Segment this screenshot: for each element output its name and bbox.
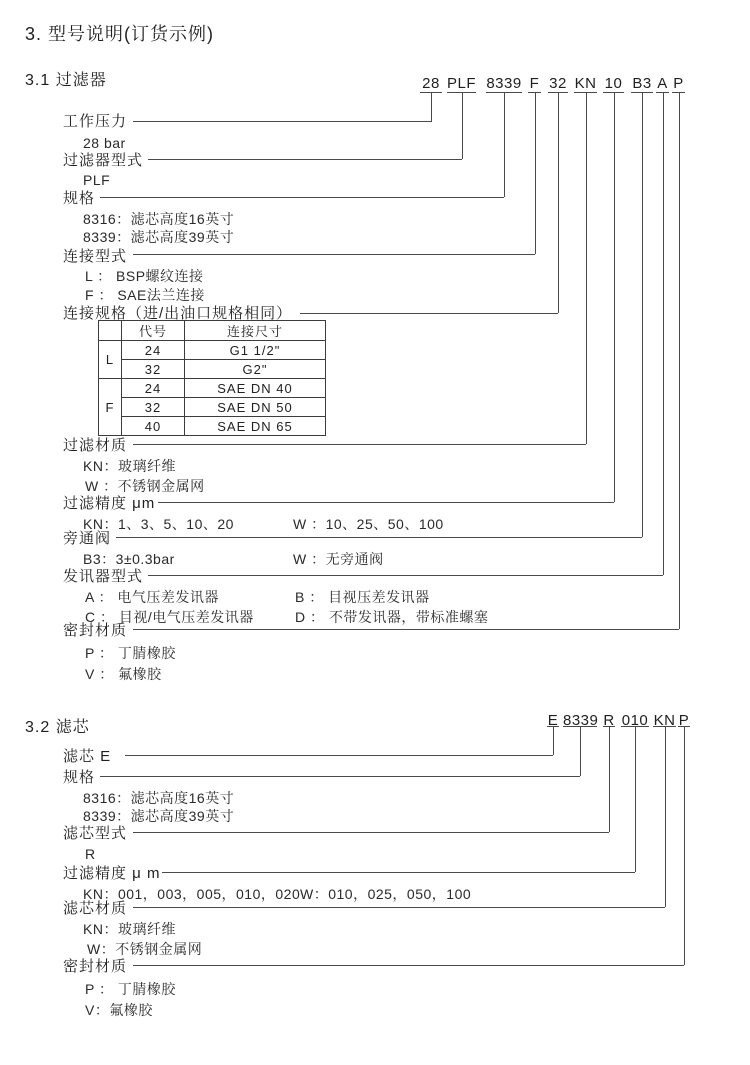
spec-value: KN：1、3、5、10、20 [83,516,234,532]
table-cell: 24 [122,341,185,360]
model-code-part: 28 [422,75,440,92]
spec-label-connection-size: 连接规格（进/出油口规格相同） [63,305,293,322]
spec-label-filtration-rating: 过滤精度 μm [63,495,156,512]
table-header-size: 连接尺寸 [185,321,326,341]
spec-value: P ： 丁腈橡胶 [85,645,176,661]
spec-value: 8339：滤芯高度39英寸 [83,808,235,824]
table-cell: 24 [122,379,185,398]
connector-line [553,727,554,755]
connector-line [133,832,609,833]
spec-label-connection-type: 连接型式 [63,248,128,265]
model-code-part: P [678,712,690,729]
spec-label-filter-type: 过滤器型式 [63,152,144,169]
spec-label-size: 规格 [63,190,96,207]
table-group-key: F [99,379,122,436]
table-cell: 32 [122,398,185,417]
spec-value: V ： 氟橡胶 [85,666,162,682]
connector-line [133,907,665,908]
table-cell: 32 [122,360,185,379]
spec-label-seal-material: 密封材质 [63,958,128,975]
connector-line [158,502,614,503]
spec-value: W ：不锈钢金属网 [85,478,205,494]
spec-label-indicator-type: 发讯器型式 [63,568,144,585]
model-code-part: 010 [621,712,649,729]
spec-value: KN：玻璃纤维 [83,921,176,937]
spec-value: W：010，025，050，100 [300,886,472,902]
connector-line [148,575,663,576]
table-row [99,417,326,436]
connector-line [609,727,610,832]
table-cell: 40 [122,417,185,436]
model-code-part: 10 [604,75,623,92]
model-code-part: 32 [549,75,567,92]
connector-line [635,727,636,872]
spec-value: KN：001，003，005，010，020 [83,886,301,902]
section-2-heading: 3.2 滤芯 [25,719,90,736]
table-row [99,321,326,341]
connector-line [679,93,680,629]
table-cell: SAE DN 50 [185,398,326,417]
connector-line [663,93,664,575]
table-row [99,398,326,417]
spec-label-pressure: 工作压力 [63,113,128,130]
connector-line [133,121,432,122]
spec-value: B3：3±0.3bar [83,551,175,567]
table-cell: SAE DN 65 [185,417,326,436]
connector-line [684,727,685,965]
connector-line [133,254,535,255]
model-code-part: 8339 [486,75,522,92]
document-title: 3. 型号说明(订货示例) [25,24,215,44]
table-row [99,360,326,379]
connector-line [133,629,679,630]
table-cell: G2" [185,360,326,379]
table-row [99,379,326,398]
spec-value: 8339：滤芯高度39英寸 [83,229,235,245]
spec-value: KN：玻璃纤维 [83,458,176,474]
connector-line [133,965,684,966]
spec-label-size: 规格 [63,769,96,786]
model-code-part: F [529,75,540,92]
connector-line [162,872,635,873]
connector-line [642,93,643,537]
connector-line [586,93,587,444]
model-code-part: PLF [447,75,477,92]
spec-value: W ：无旁通阀 [293,551,384,567]
connector-line [133,444,586,445]
connector-line [300,313,558,314]
connector-line [580,727,581,776]
model-code-part: 8339 [563,712,599,729]
connector-line [431,93,432,121]
table-row [99,341,326,360]
model-code-part: E [547,712,559,729]
connector-line [462,93,463,159]
connector-line [100,776,580,777]
connector-line [116,537,642,538]
spec-label-seal-material: 密封材质 [63,622,128,639]
spec-value: P ： 丁腈橡胶 [85,981,176,997]
spec-value: L ： BSP螺纹连接 [85,268,204,284]
spec-label-element-type: 滤芯型式 [63,825,128,842]
connection-table [98,320,326,436]
model-code-part: A [657,75,668,92]
table-cell [99,321,122,341]
spec-value: W：不锈钢金属网 [87,941,203,957]
model-code-part: KN [653,712,676,729]
table-group-key: L [99,341,122,379]
spec-label-bypass-valve: 旁通阀 [63,530,112,547]
model-code-part: KN [574,75,597,92]
spec-label-element-media: 滤芯材质 [63,900,128,917]
spec-value: R [85,846,96,862]
spec-value: C ： 目视/电气压差发讯器 [85,609,254,625]
table-cell: SAE DN 40 [185,379,326,398]
connector-line [614,93,615,502]
table-header-code: 代号 [122,321,185,341]
connector-line [665,727,666,907]
spec-value: B ： 目视压差发讯器 [295,589,430,605]
spec-label-element: 滤芯 E [63,748,112,765]
spec-value: F ： SAE法兰连接 [85,287,205,303]
spec-value: A ： 电气压差发讯器 [85,589,219,605]
spec-label-filter-media: 过滤材质 [63,437,128,454]
connector-line [535,93,536,254]
spec-value: D ： 不带发讯器，带标准螺塞 [295,609,489,625]
section-1-heading: 3.1 过滤器 [25,72,107,89]
spec-value: W ：10、25、50、100 [293,516,444,532]
connector-line [558,93,559,313]
model-code-part: R [603,712,615,729]
table-cell: G1 1/2" [185,341,326,360]
connector-line [100,197,504,198]
spec-label-filtration-rating: 过滤精度 μ m [63,865,161,882]
spec-value: 8316：滤芯高度16英寸 [83,790,235,806]
spec-value: PLF [83,172,111,188]
connector-line [504,93,505,197]
spec-value: 8316：滤芯高度16英寸 [83,211,235,227]
connector-line [125,755,553,756]
spec-value: V：氟橡胶 [85,1002,153,1018]
spec-value: 28 bar [83,135,126,151]
connector-line [148,159,462,160]
model-code-part: B3 [632,75,652,92]
model-code-part: P [673,75,684,92]
